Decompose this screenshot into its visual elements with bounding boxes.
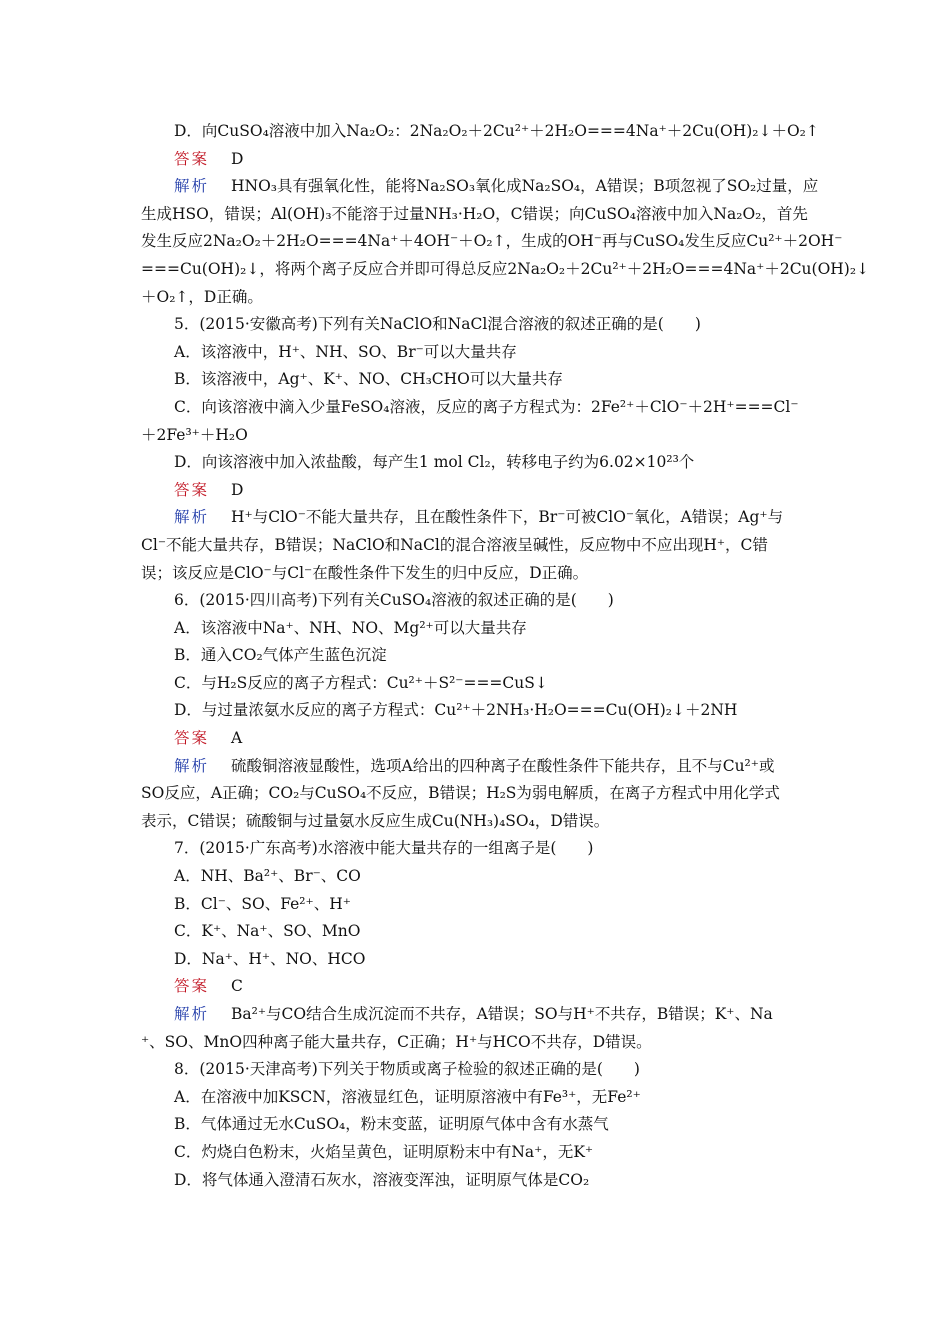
explanation-line: SO反应，A正确；CO₂与CuSO₄不反应，B错误；H₂S为弱电解质，在离子方程式中用化学式: [141, 784, 780, 803]
answer-option: A．NH、Ba²⁺、Br⁻、CO: [174, 867, 361, 886]
question-stem: 7．(2015·广东高考)水溶液中能大量共存的一组离子是( ): [174, 839, 594, 858]
answer-row: [141, 725, 813, 753]
answer-option: D．将气体通入澄清石灰水，溶液变浑浊，证明原气体是CO₂: [174, 1170, 590, 1189]
answer-value: D: [231, 149, 244, 168]
explanation-text: 硫酸铜溶液显酸性，选项A给出的四种离子在酸性条件下能共存，且不与Cu²⁺或: [231, 756, 775, 775]
explanation-line: 发生反应2Na₂O₂＋2H₂O===4Na⁺＋4OH⁻＋O₂↑，生成的OH⁻再与CuSO₄发生反应Cu²⁺＋2OH⁻: [141, 232, 843, 251]
answer-option: B．通入CO₂气体产生蓝色沉淀: [174, 646, 387, 665]
explanation-label: 解析: [174, 1005, 210, 1023]
answer-option: B．该溶液中，Ag⁺、K⁺、NO、CH₃CHO可以大量共存: [174, 370, 563, 389]
answer-option: D．向CuSO₄溶液中加入Na₂O₂：2Na₂O₂＋2Cu²⁺＋2H₂O===4Na⁺＋2Cu(OH)₂↓＋O₂↑: [174, 122, 819, 140]
answer-row: [141, 973, 813, 1001]
explanation-line: ⁺、SO、MnO四种离子能大量共存，C正确；H⁺与HCO不共存，D错误。: [141, 1032, 652, 1051]
explanation-text: Ba²⁺与CO结合生成沉淀而不共存，A错误；SO与H⁺不共存，B错误；K⁺、Na: [231, 1005, 773, 1023]
explanation-line: [141, 173, 819, 201]
explanation-line: Cl⁻不能大量共存，B错误；NaClO和NaCl的混合溶液呈碱性，反应物中不应出现H⁺，C错: [141, 535, 768, 554]
explanation-line: 生成HSO，错误；Al(OH)₃不能溶于过量NH₃·H₂O，C错误；向CuSO₄溶液中加入Na₂O₂，首先: [141, 204, 808, 223]
answer-option: C．灼烧白色粉末，火焰呈黄色，证明原粉末中有Na⁺，无K⁺: [174, 1142, 594, 1161]
answer-label: 答案: [174, 977, 210, 996]
explanation-text: HNO₃具有强氧化性，能将Na₂SO₃氧化成Na₂SO₄，A错误；B项忽视了SO₂过量，应: [231, 177, 819, 196]
answer-label: 答案: [174, 480, 210, 499]
explanation-line: [141, 1001, 813, 1029]
explanation-label: 解析: [174, 756, 210, 775]
explanation-label: 解析: [174, 508, 210, 527]
explanation-line: ===Cu(OH)₂↓，将两个离子反应合并即可得总反应2Na₂O₂＋2Cu²⁺＋2H₂O===4Na⁺＋2Cu(OH)₂↓: [141, 259, 870, 278]
answer-row: [141, 146, 813, 174]
question-stem: 5．(2015·安徽高考)下列有关NaClO和NaCl混合溶液的叙述正确的是( ): [174, 315, 701, 334]
explanation-line: [141, 504, 813, 532]
answer-option-line: C．向该溶液中滴入少量FeSO₄溶液，反应的离子方程式为：2Fe²⁺＋ClO⁻＋2H⁺===Cl⁻: [174, 397, 799, 416]
answer-option: A．在溶液中加KSCN，溶液显红色，证明原溶液中有Fe³⁺，无Fe²⁺: [174, 1087, 641, 1106]
explanation-text: H⁺与ClO⁻不能大量共存，且在酸性条件下，Br⁻可被ClO⁻氧化，A错误；Ag⁺与: [231, 508, 784, 527]
explanation-label: 解析: [174, 177, 210, 196]
document-page: [141, 118, 870, 1194]
answer-value: A: [231, 729, 243, 748]
answer-option: A．该溶液中，H⁺、NH、SO、Br⁻可以大量共存: [174, 342, 517, 361]
answer-option: D．向该溶液中加入浓盐酸，每产生1 mol Cl₂，转移电子约为6.02×10²³个: [174, 453, 695, 472]
answer-option: D．Na⁺、H⁺、NO、HCO: [174, 949, 366, 968]
answer-value: C: [231, 977, 243, 996]
explanation-line: 误；该反应是ClO⁻与Cl⁻在酸性条件下发生的归中反应，D正确。: [141, 563, 589, 582]
answer-option: B．气体通过无水CuSO₄，粉末变蓝，证明原气体中含有水蒸气: [174, 1115, 609, 1134]
answer-option: B．Cl⁻、SO、Fe²⁺、H⁺: [174, 894, 351, 913]
answer-label: 答案: [174, 149, 210, 168]
answer-option: D．与过量浓氨水反应的离子方程式：Cu²⁺＋2NH₃·H₂O===Cu(OH)₂↓＋2NH: [174, 701, 738, 720]
answer-value: D: [231, 480, 244, 499]
answer-option: C．K⁺、Na⁺、SO、MnO: [174, 922, 361, 941]
question-stem: 8．(2015·天津高考)下列关于物质或离子检验的叙述正确的是( ): [174, 1060, 640, 1079]
answer-option: C．与H₂S反应的离子方程式：Cu²⁺＋S²⁻===CuS↓: [174, 673, 548, 692]
explanation-line: 表示，C错误；硫酸铜与过量氨水反应生成Cu(NH₃)₄SO₄，D错误。: [141, 811, 610, 830]
explanation-line: ＋O₂↑，D正确。: [141, 287, 263, 306]
answer-option: A．该溶液中Na⁺、NH、NO、Mg²⁺可以大量共存: [174, 618, 527, 637]
answer-option-line: ＋2Fe³⁺＋H₂O: [141, 425, 248, 444]
explanation-line: [141, 753, 813, 781]
question-stem: 6．(2015·四川高考)下列有关CuSO₄溶液的叙述正确的是( ): [174, 591, 614, 610]
answer-row: [141, 477, 813, 505]
answer-label: 答案: [174, 729, 210, 748]
